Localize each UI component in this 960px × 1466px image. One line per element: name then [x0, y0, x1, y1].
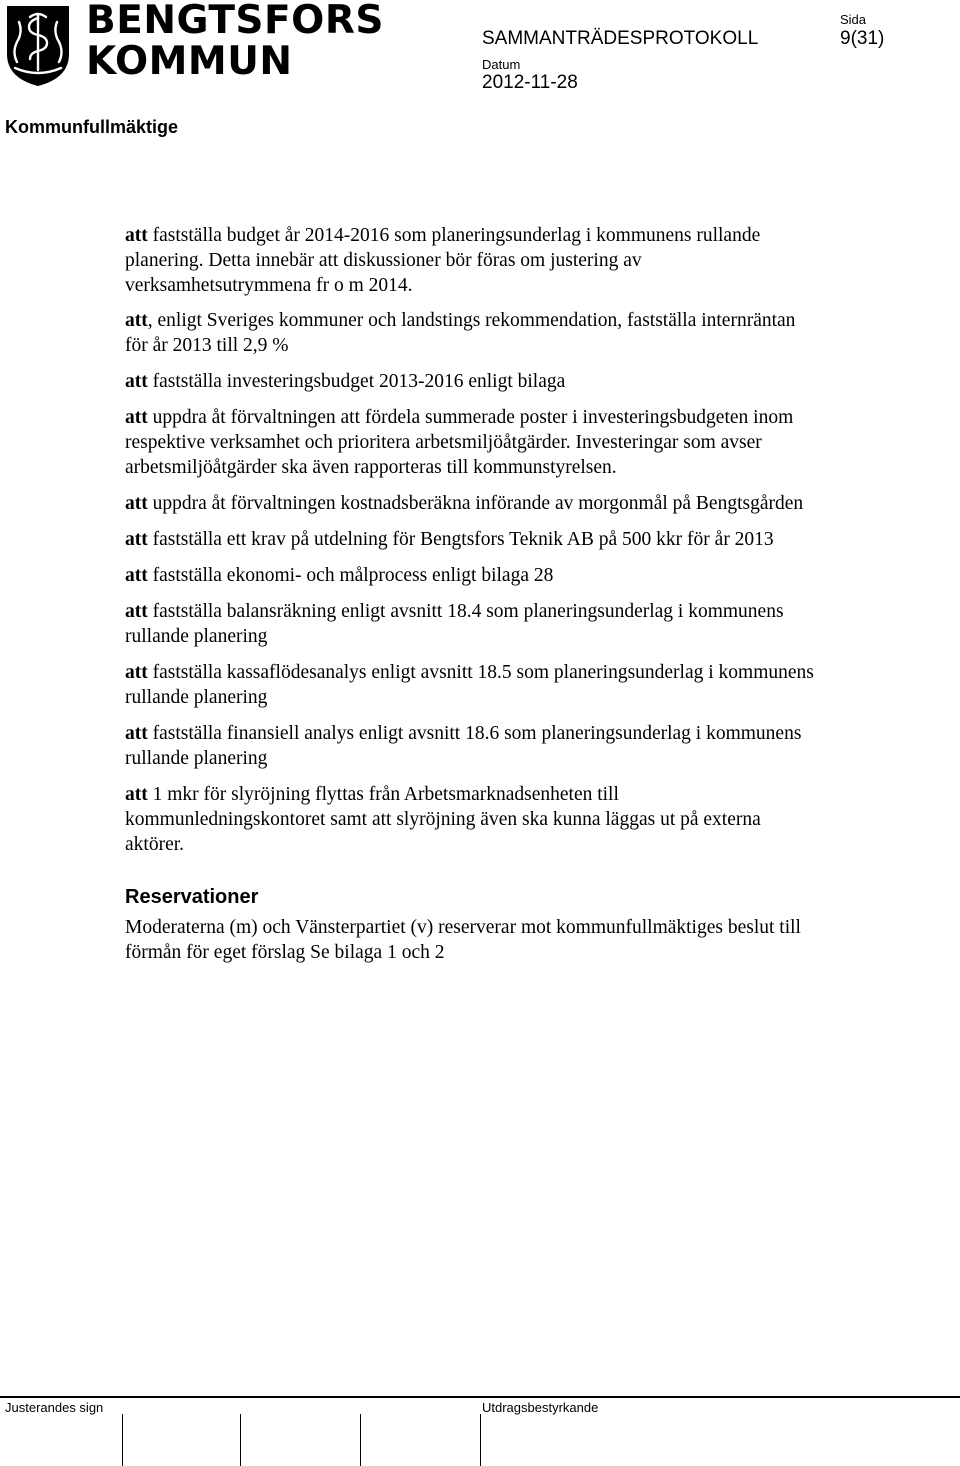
decision-text: 1 mkr för slyröjning flyttas från Arbetsmarknadsenheten till kommunledningskontoret samt att slyröjning även ska kunna läggas ut på externa aktörer. [125, 784, 761, 855]
page-label: Sida [840, 12, 867, 27]
decision-item [125, 563, 815, 588]
decision-list [125, 223, 815, 857]
decision-item [125, 721, 815, 771]
att-keyword: att [125, 529, 148, 550]
att-keyword: att [125, 371, 148, 392]
decision-text: uppdra åt förvaltningen kostnadsberäkna införande av morgonmål på Bengtsgården [147, 493, 804, 514]
meeting-date: 2012-11-28 [482, 72, 578, 93]
decision-item [125, 660, 815, 710]
decision-text: fastställa balansräkning enligt avsnitt 18.4 som planeringsunderlag i kommunens rullande planering [125, 601, 784, 647]
att-keyword: att [125, 310, 148, 331]
signature-box-divider [480, 1414, 481, 1466]
utdragsbestyrkande-label: Utdragsbestyrkande [482, 1400, 599, 1415]
att-keyword: att [125, 565, 148, 586]
decision-item [125, 405, 815, 480]
decision-text: fastställa budget år 2014-2016 som planeringsunderlag i kommunens rullande planering. Detta innebär att diskussioner bör föras om justering av verksamhetsutrymmena fr o m 2014. [125, 225, 761, 296]
att-keyword: att [125, 723, 148, 744]
decision-item [125, 599, 815, 649]
municipal-crest-icon [5, 4, 71, 88]
decision-text: fastställa ett krav på utdelning för Bengtsfors Teknik AB på 500 kkr för år 2013 [147, 529, 774, 550]
footer-divider [0, 1396, 960, 1398]
decision-item [125, 308, 815, 358]
date-label: Datum [482, 57, 521, 72]
logo-line-2: KOMMUN [86, 39, 293, 84]
reservation-text: Moderaterna (m) och Vänsterpartiet (v) reserverar mot kommunfullmäktiges beslut till förmån för eget förslag Se bilaga 1 och 2 [125, 917, 801, 963]
page-number: 9(31) [840, 28, 885, 49]
municipality-logo-text [86, 0, 384, 82]
decision-text: fastställa kassaflödesanalys enligt avsnitt 18.5 som planeringsunderlag i kommunens rullande planering [125, 662, 814, 708]
signature-box-divider [122, 1414, 123, 1466]
att-keyword: att [125, 601, 148, 622]
att-keyword: att [125, 493, 148, 514]
decision-item [125, 782, 815, 857]
att-keyword: att [125, 407, 148, 428]
decision-body [125, 223, 815, 976]
decision-item [125, 223, 815, 298]
committee-name: Kommunfullmäktige [5, 117, 179, 137]
att-keyword: att [125, 662, 148, 683]
decision-text: fastställa investeringsbudget 2013-2016 enligt bilaga [147, 371, 566, 392]
decision-item [125, 369, 815, 394]
signature-box-divider [240, 1414, 241, 1466]
document-type: SAMMANTRÄDESPROTOKOLL [482, 28, 759, 49]
decision-text: , enligt Sveriges kommuner och landstings rekommendation, fastställa internräntan för år 2013 till 2,9 % [125, 310, 796, 356]
justerandes-sign-label: Justerandes sign [5, 1400, 104, 1415]
logo-line-1: BENGTSFORS [86, 0, 384, 43]
reservation-heading: Reservationer [125, 886, 259, 908]
att-keyword: att [125, 784, 148, 805]
decision-item [125, 527, 815, 552]
decision-item [125, 491, 815, 516]
decision-text: uppdra åt förvaltningen att fördela summerade poster i investeringsbudgeten inom respektive verksamhet och prioritera arbetsmiljöåtgärder. Investeringar som avser arbetsmiljöåtgärder ska även rapporteras till kommunstyrelsen. [125, 407, 794, 478]
decision-text: fastställa finansiell analys enligt avsnitt 18.6 som planeringsunderlag i kommunens rullande planering [125, 723, 802, 769]
decision-text: fastställa ekonomi- och målprocess enligt bilaga 28 [147, 565, 554, 586]
att-keyword: att [125, 225, 148, 246]
signature-box-divider [360, 1414, 361, 1466]
